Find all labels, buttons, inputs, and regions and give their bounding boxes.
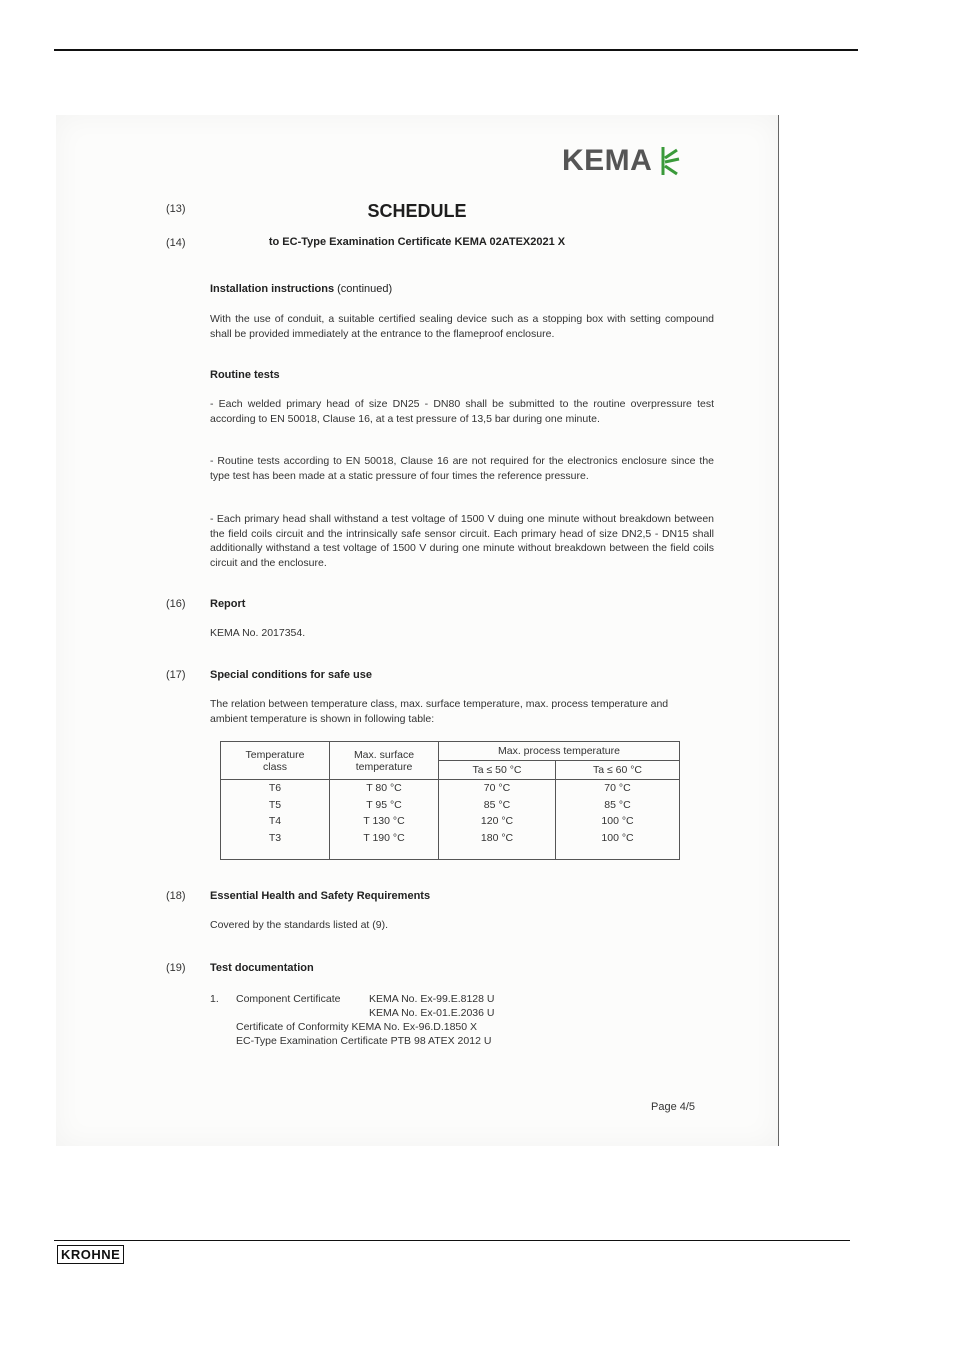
routine-tests-heading: Routine tests xyxy=(210,369,280,381)
cell-class: T5 xyxy=(221,797,330,814)
routine-tests-paragraph-2: - Routine tests according to EN 50018, Clause 16 are not required for the electronics enclosure since the type test has been made at a static pressure of four times the reference pressure. xyxy=(210,455,714,482)
cell-ta50: 85 °C xyxy=(439,797,556,814)
routine-tests-paragraph-3: - Each primary head shall withstand a test voltage of 1500 V duing one minute without breakdown between the field coils circuit and the intrinsically safe sensor circuit. Each primary head of size DN2,5 - DN15 shall additionally withstand a test voltage of 1500 V during one minute without breakdown between the field coils circuit and the enclosure. xyxy=(210,513,714,569)
special-conditions-text: The relation between temperature class, max. surface temperature, max. process temperature and ambient temperature is shown in following table: xyxy=(210,698,669,725)
cell-surface: T 130 °C xyxy=(330,813,439,830)
krohne-logo: KROHNE xyxy=(57,1245,124,1264)
header-class: class xyxy=(263,760,287,773)
test-doc-line-3: Certificate of Conformity KEMA No. Ex-96.D.1850 X xyxy=(236,1021,478,1033)
report-heading: Report xyxy=(210,598,246,610)
table-header-row-1 xyxy=(221,742,680,761)
table-header-temperature-class xyxy=(221,742,330,780)
section-13-number: (13) xyxy=(166,203,186,215)
cell-ta50: 70 °C xyxy=(439,780,556,797)
section-16-number: (16) xyxy=(166,598,186,610)
document-title: SCHEDULE xyxy=(367,201,467,221)
cell-ta50: 180 °C xyxy=(439,830,556,860)
cell-surface: T 190 °C xyxy=(330,830,439,860)
temperature-table xyxy=(220,741,680,860)
section-17-number: (17) xyxy=(166,669,186,681)
cell-surface: T 95 °C xyxy=(330,797,439,814)
header-temperature: Temperature xyxy=(245,748,305,761)
table-row xyxy=(221,813,680,830)
section-18-number: (18) xyxy=(166,890,186,902)
table-header-ta50: Ta ≤ 50 °C xyxy=(439,761,556,780)
test-doc-item-value-1: KEMA No. Ex-99.E.8128 U xyxy=(369,993,495,1005)
page-number: Page 4/5 xyxy=(651,1101,696,1113)
table-header-ta60: Ta ≤ 60 °C xyxy=(556,761,680,780)
cell-surface: T 80 °C xyxy=(330,780,439,797)
special-conditions-heading: Special conditions for safe use xyxy=(210,669,372,681)
kema-leaf-icon xyxy=(655,144,681,178)
test-doc-item-value-2: KEMA No. Ex-01.E.2036 U xyxy=(369,1007,495,1019)
test-doc-item-label: Component Certificate xyxy=(236,993,341,1005)
document-subtitle: to EC-Type Examination Certificate KEMA 02ATEX2021 X xyxy=(268,236,566,248)
kema-logo xyxy=(562,142,681,180)
installation-text: With the use of conduit, a suitable certified sealing device such as a stopping box with setting compound shall be provided immediately at the entrance to the flameproof enclosure. xyxy=(210,313,714,340)
cell-class: T3 xyxy=(221,830,330,860)
table-header-max-surface xyxy=(330,742,439,780)
installation-heading-suffix: (continued) xyxy=(334,283,393,295)
top-rule xyxy=(54,49,858,51)
cell-ta60: 70 °C xyxy=(556,780,680,797)
cell-class: T4 xyxy=(221,813,330,830)
bottom-rule xyxy=(54,1240,850,1241)
test-doc-line-4: EC-Type Examination Certificate PTB 98 ATEX 2012 U xyxy=(236,1035,492,1047)
section-19-number: (19) xyxy=(166,962,186,974)
test-documentation-heading: Test documentation xyxy=(210,962,314,974)
cell-ta60: 100 °C xyxy=(556,813,680,830)
installation-heading-text: Installation instructions xyxy=(210,283,335,295)
essential-requirements-text: Covered by the standards listed at (9). xyxy=(210,919,389,931)
cell-class: T6 xyxy=(221,780,330,797)
header-max-surface: Max. surface xyxy=(353,748,415,761)
table-row xyxy=(221,780,680,797)
cell-ta50: 120 °C xyxy=(439,813,556,830)
scanned-certificate-page xyxy=(56,115,779,1146)
cell-ta60: 85 °C xyxy=(556,797,680,814)
test-doc-item-number: 1. xyxy=(210,993,219,1005)
essential-requirements-heading: Essential Health and Safety Requirements xyxy=(210,890,431,902)
table-row xyxy=(221,830,680,860)
report-text: KEMA No. 2017354. xyxy=(210,627,306,639)
table-row xyxy=(221,797,680,814)
section-14-number: (14) xyxy=(166,237,186,249)
routine-tests-paragraph-1: - Each welded primary head of size DN25 - DN80 shall be submitted to the routine overpressure test according to EN 50018, Clause 16, at a test pressure of 13,5 bar during one minute. xyxy=(210,398,714,425)
cell-ta60: 100 °C xyxy=(556,830,680,860)
installation-heading xyxy=(210,283,392,295)
table-header-max-process: Max. process temperature xyxy=(439,742,680,761)
kema-logo-text: KEMA xyxy=(562,144,653,177)
header-temperature-2: temperature xyxy=(355,760,413,773)
